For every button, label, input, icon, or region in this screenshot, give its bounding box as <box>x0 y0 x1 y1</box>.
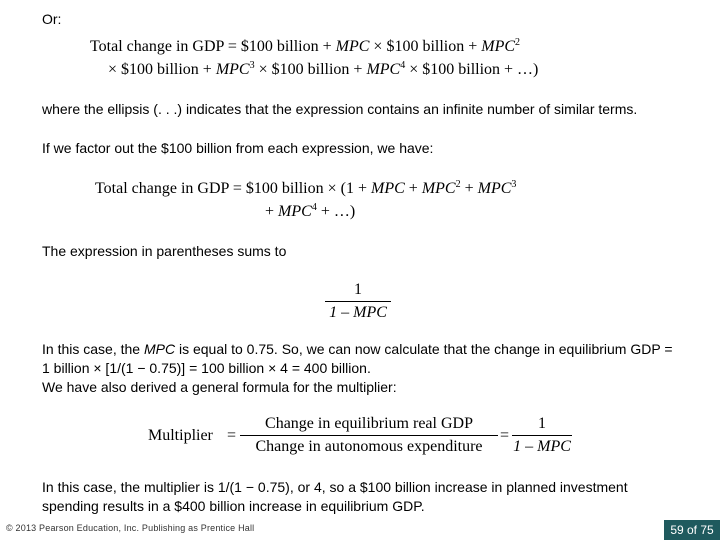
fraction-one-over-one-minus-mpc <box>325 281 391 322</box>
ratio-denominator: Change in autonomous expenditure <box>255 438 483 455</box>
multiplier-fraction <box>512 414 572 457</box>
paragraph-final: In this case, the multiplier is 1/(1 − 0.75), or 4, so a $100 billion increase in planned investment spending results in a $400 billion increase in equilibrium GDP. <box>42 479 628 514</box>
paragraph-derived: We have also derived a general formula for the multiplier: <box>42 379 397 395</box>
intro-text: Or: <box>42 11 62 27</box>
page-number-badge: 59 of 75 <box>664 520 720 540</box>
equals-sign-2: = <box>500 427 510 444</box>
equation-factored-line1: Total change in GDP = $100 billion × (1 + MPC + $MPC^2 + MPC^3$ <box>95 179 517 197</box>
equals-sign: = <box>227 427 237 444</box>
paragraph-factor: If we factor out the $100 billion from each expression, we have: <box>42 140 434 156</box>
fraction-bar <box>325 301 391 302</box>
fraction-denominator: 1 – MPC <box>329 304 387 321</box>
multiplier-label: Multiplier <box>148 427 213 444</box>
multiplier-ratio <box>240 414 498 457</box>
paragraph-sums: The expression in parentheses sums to <box>42 243 287 259</box>
multiplier-formula <box>148 414 578 464</box>
equation-expanded-line2: × $100 billion + $MPC^3$ × $100 billion + $MPC^4$ × $100 billion + …) <box>108 60 539 78</box>
equation-factored-line2: + $MPC^4$ + …) <box>265 202 356 220</box>
equation-expanded-line1: Total change in GDP = $100 billion + MPC × $100 billion + $MPC^2$ <box>90 37 521 55</box>
paragraph-case: In this case, the MPC is equal to 0.75. So, we can now calculate that the change in equilibrium GDP = 1 billion × [1/(1 − 0.75)] = 100 billion × 4 = 400 billion. <box>42 341 673 376</box>
multiplier-fraction-denominator: 1 – MPC <box>513 438 571 455</box>
ratio-numerator: Change in equilibrium real GDP <box>265 415 473 432</box>
fraction-numerator: 1 <box>354 281 362 298</box>
paragraph-ellipsis: where the ellipsis (. . .) indicates that the expression contains an infinite number of similar terms. <box>42 101 638 117</box>
copyright-text: © 2013 Pearson Education, Inc. Publishing as Prentice Hall <box>6 523 255 533</box>
ratio-bar <box>240 435 498 436</box>
slide-footer <box>0 519 720 540</box>
multiplier-fraction-bar <box>512 435 572 436</box>
multiplier-fraction-numerator: 1 <box>538 415 546 432</box>
